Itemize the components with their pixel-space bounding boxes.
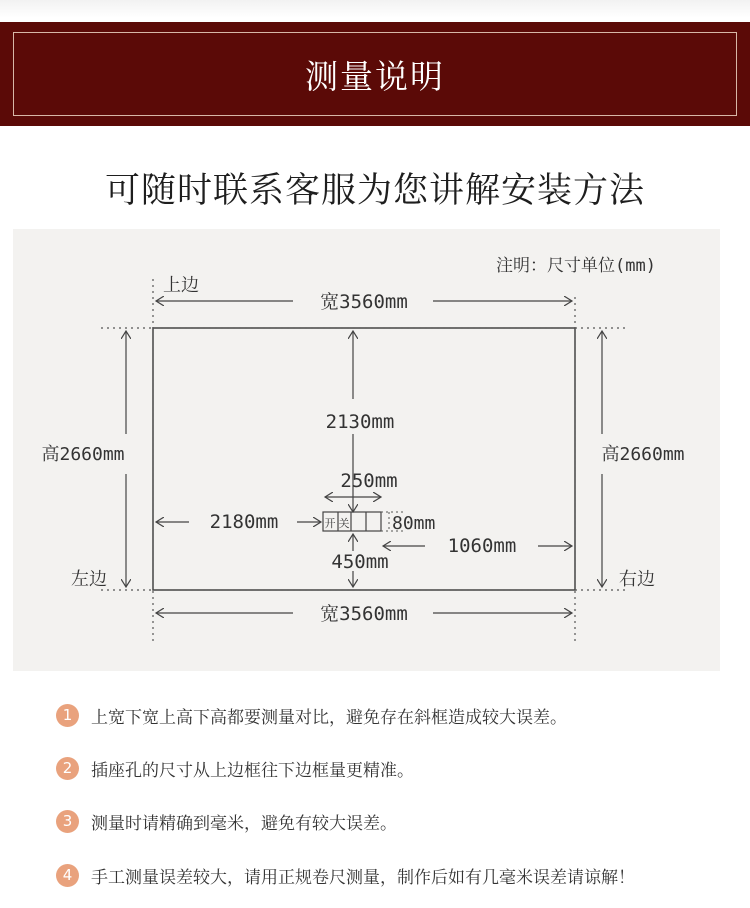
switch-label-1: 开 xyxy=(324,517,336,530)
left-edge-label: 左边 xyxy=(71,569,107,590)
subtitle: 可随时联系客服为您讲解安装方法 xyxy=(104,171,645,211)
top-edge-label: 上边 xyxy=(163,275,199,296)
note-number-badge: 4 xyxy=(56,864,79,887)
note-text: 上宽下宽上高下高都要测量对比，避免存在斜框造成较大误差。 xyxy=(91,707,567,728)
dim-250-label: 250mm xyxy=(340,470,398,492)
title-banner xyxy=(0,22,750,126)
note-number-badge: 3 xyxy=(56,810,79,833)
note-number-badge: 2 xyxy=(56,757,79,780)
right-edge-label: 右边 xyxy=(619,569,655,590)
banner-frame xyxy=(13,32,737,116)
top-strip xyxy=(0,0,750,18)
dim-2180-label: 2180mm xyxy=(209,511,279,533)
extension-lines xyxy=(101,279,625,641)
dim-450-label: 450mm xyxy=(331,551,389,573)
measurement-diagram xyxy=(13,229,720,671)
bottom-width-label: 宽3560mm xyxy=(320,603,408,625)
switch-label-2: 关 xyxy=(338,517,350,530)
note-item xyxy=(56,755,414,781)
banner-title: 测量说明 xyxy=(305,56,445,96)
right-height-label: 高2660mm xyxy=(601,444,685,465)
note-text: 插座孔的尺寸从上边框往下边框量更精准。 xyxy=(91,760,414,781)
note-item xyxy=(56,702,567,728)
left-height-label: 高2660mm xyxy=(41,444,125,465)
top-width-label: 宽3560mm xyxy=(320,291,408,313)
dim-1060-label: 1060mm xyxy=(447,535,517,557)
note-item xyxy=(56,808,397,834)
note-text: 手工测量误差较大，请用正规卷尺测量，制作后如有几毫米误差请谅解！ xyxy=(91,867,635,888)
unit-note: 注明：尺寸单位(mm) xyxy=(496,256,656,276)
diagram-svg xyxy=(13,229,720,671)
dim-2130-label: 2130mm xyxy=(325,411,395,433)
dim-80-label: 80mm xyxy=(392,513,436,534)
note-text: 测量时请精确到毫米，避免有较大误差。 xyxy=(91,813,397,834)
note-number-badge: 1 xyxy=(56,704,79,727)
note-item xyxy=(56,862,635,888)
